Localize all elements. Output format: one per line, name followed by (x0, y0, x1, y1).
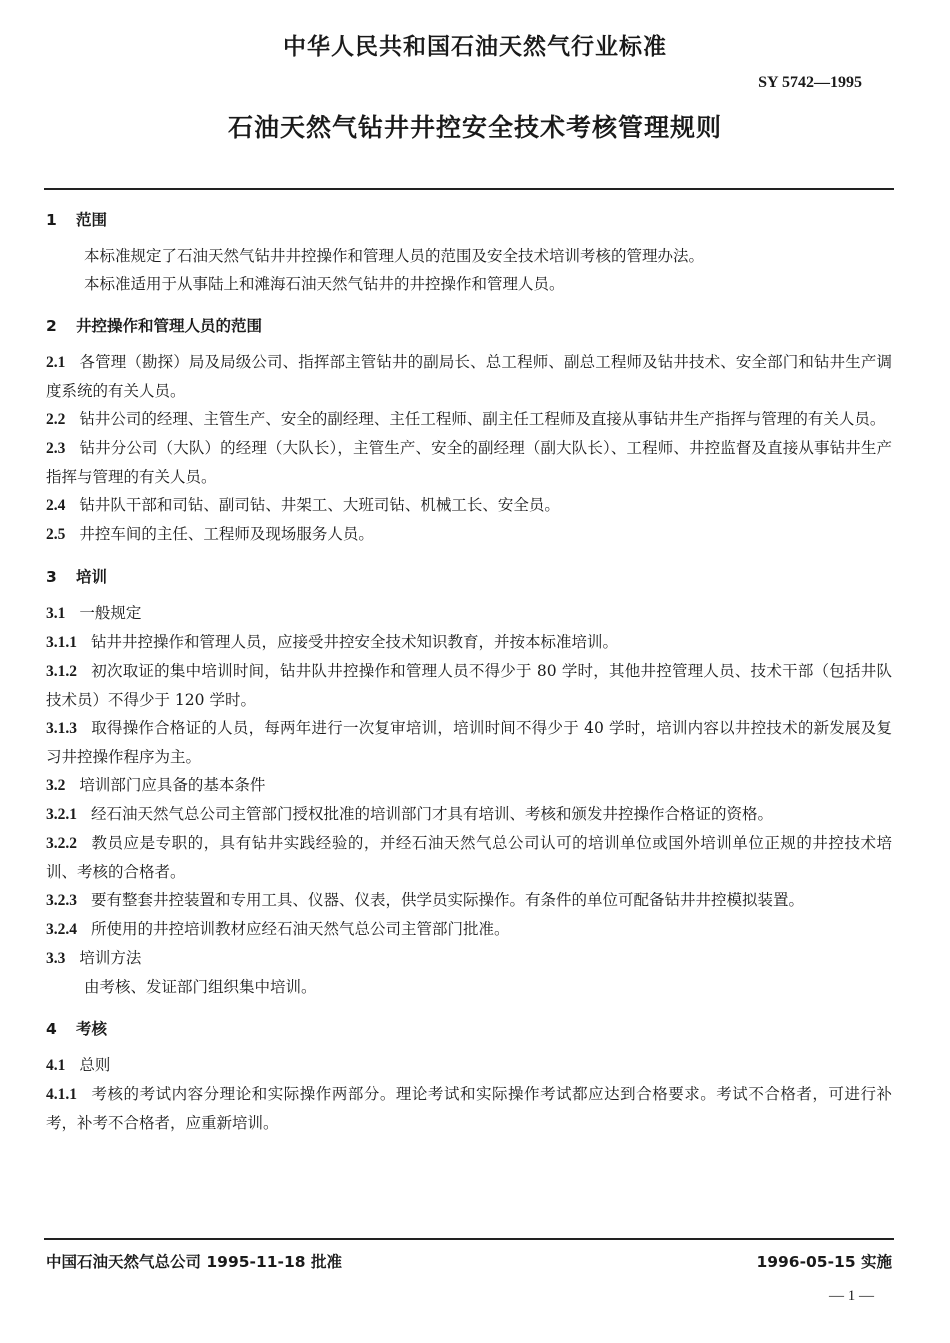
clause-text: 经石油天然气总公司主管部门授权批准的培训部门才具有培训、考核和颁发井控操作合格证的资格。 (91, 805, 774, 823)
paragraph: 本标准适用于从事陆上和滩海石油天然气钻井的井控操作和管理人员。 (84, 275, 565, 293)
section-heading-4 (46, 1015, 892, 1043)
clause-3-1-2 (46, 657, 892, 714)
clause-3-3 (46, 944, 892, 973)
paragraph: 由考核、发证部门组织集中培训。 (84, 978, 317, 996)
clause-text: 初次取证的集中培训时间，钻井队井控操作和管理人员不得少于 80 学时，其他井控管理人员、技术干部（包括井队技术员）不得少于 120 学时。 (46, 662, 892, 709)
clause-number: 3.2.2 (46, 835, 77, 852)
issuing-authority: 中华人民共和国石油天然气行业标准 (283, 34, 667, 60)
clause-number: 3.1.1 (46, 634, 77, 651)
section-heading-2 (46, 312, 892, 340)
section-number: 2 (46, 317, 57, 335)
clause-number: 3.2.4 (46, 921, 77, 938)
clause-text: 所使用的井控培训教材应经石油天然气总公司主管部门批准。 (91, 920, 510, 938)
clause-text: 一般规定 (79, 604, 142, 622)
section-number: 3 (46, 568, 57, 586)
clause-2-4 (46, 491, 892, 520)
clause-number: 3.2.3 (46, 892, 77, 909)
clause-3-2-1 (46, 800, 892, 829)
clause-number: 2.1 (46, 354, 66, 371)
section-title: 范围 (76, 211, 108, 229)
section-number: 4 (46, 1020, 57, 1038)
paragraph: 本标准规定了石油天然气钻井井控操作和管理人员的范围及安全技术培训考核的管理办法。 (84, 247, 705, 265)
clause-number: 3.2.1 (46, 806, 77, 823)
section-number: 1 (46, 211, 57, 229)
clause-text: 教员应是专职的，具有钻井实践经验的，并经石油天然气总公司认可的培训单位或国外培训单位正规的井控技术培训、考核的合格者。 (46, 834, 892, 881)
clause-text: 钻井公司的经理、主管生产、安全的副经理、主任工程师、副主任工程师及直接从事钻井生产指挥与管理的有关人员。 (79, 410, 886, 428)
clause-3-2-2 (46, 829, 892, 886)
clause-text: 考核的考试内容分理论和实际操作两部分。理论考试和实际操作考试都应达到合格要求。考试不合格者，可进行补考，补考不合格者，应重新培训。 (46, 1085, 892, 1132)
clause-3-1-3 (46, 714, 892, 771)
effective-date: 1996-05-15 实施 (756, 1253, 892, 1271)
section-heading-3 (46, 563, 892, 591)
clause-text: 井控车间的主任、工程师及现场服务人员。 (79, 525, 374, 543)
clause-text: 总则 (79, 1056, 111, 1074)
clause-number: 2.5 (46, 526, 66, 543)
clause-4-1-1 (46, 1080, 892, 1137)
approval-line: 中国石油天然气总公司 1995-11-18 批准 (46, 1253, 342, 1271)
section-title: 井控操作和管理人员的范围 (76, 317, 263, 335)
footer-divider (44, 1238, 894, 1240)
clause-text: 钻井分公司（大队）的经理（大队长），主管生产、安全的副经理（副大队长）、工程师、井控监督及直接从事钻井生产指挥与管理的有关人员。 (46, 439, 892, 486)
section-title: 考核 (76, 1020, 108, 1038)
clause-3-2-4 (46, 915, 892, 944)
standard-code: SY 5742—1995 (758, 74, 862, 91)
clause-text: 要有整套井控装置和专用工具、仪器、仪表，供学员实际操作。有条件的单位可配备钻井井控模拟装置。 (91, 891, 805, 909)
clause-number: 3.1 (46, 605, 66, 622)
clause-number: 4.1 (46, 1057, 66, 1074)
clause-3-1 (46, 599, 892, 628)
clause-2-3 (46, 434, 892, 491)
clause-text: 钻井井控操作和管理人员，应接受井控安全技术知识教育，并按本标准培训。 (91, 633, 619, 651)
clause-3-1-1 (46, 628, 892, 657)
clause-number: 3.1.3 (46, 720, 77, 737)
page-number: — 1 — (829, 1288, 874, 1304)
clause-number: 3.3 (46, 950, 66, 967)
clause-number: 3.1.2 (46, 663, 77, 680)
clause-number: 2.2 (46, 411, 66, 428)
document-body (46, 206, 892, 1137)
clause-2-1 (46, 348, 892, 405)
clause-number: 4.1.1 (46, 1086, 77, 1103)
clause-number: 3.2 (46, 777, 66, 794)
clause-text: 各管理（勘探）局及局级公司、指挥部主管钻井的副局长、总工程师、副总工程师及钻井技术、安全部门和钻井生产调度系统的有关人员。 (46, 353, 892, 400)
clause-text: 培训部门应具备的基本条件 (79, 776, 266, 794)
document-title: 石油天然气钻井井控安全技术考核管理规则 (227, 113, 722, 142)
clause-number: 2.3 (46, 440, 66, 457)
section-title: 培训 (76, 568, 108, 586)
clause-2-5 (46, 520, 892, 549)
clause-2-2 (46, 405, 892, 434)
clause-4-1 (46, 1051, 892, 1080)
clause-3-2 (46, 771, 892, 800)
clause-text: 培训方法 (79, 949, 142, 967)
clause-text: 取得操作合格证的人员，每两年进行一次复审培训，培训时间不得少于 40 学时，培训内容以井控技术的新发展及复习井控操作程序为主。 (46, 719, 892, 766)
section-heading-1 (46, 206, 892, 234)
clause-number: 2.4 (46, 497, 66, 514)
clause-3-2-3 (46, 886, 892, 915)
header-divider (44, 188, 894, 190)
clause-text: 钻井队干部和司钻、副司钻、井架工、大班司钻、机械工长、安全员。 (79, 496, 560, 514)
